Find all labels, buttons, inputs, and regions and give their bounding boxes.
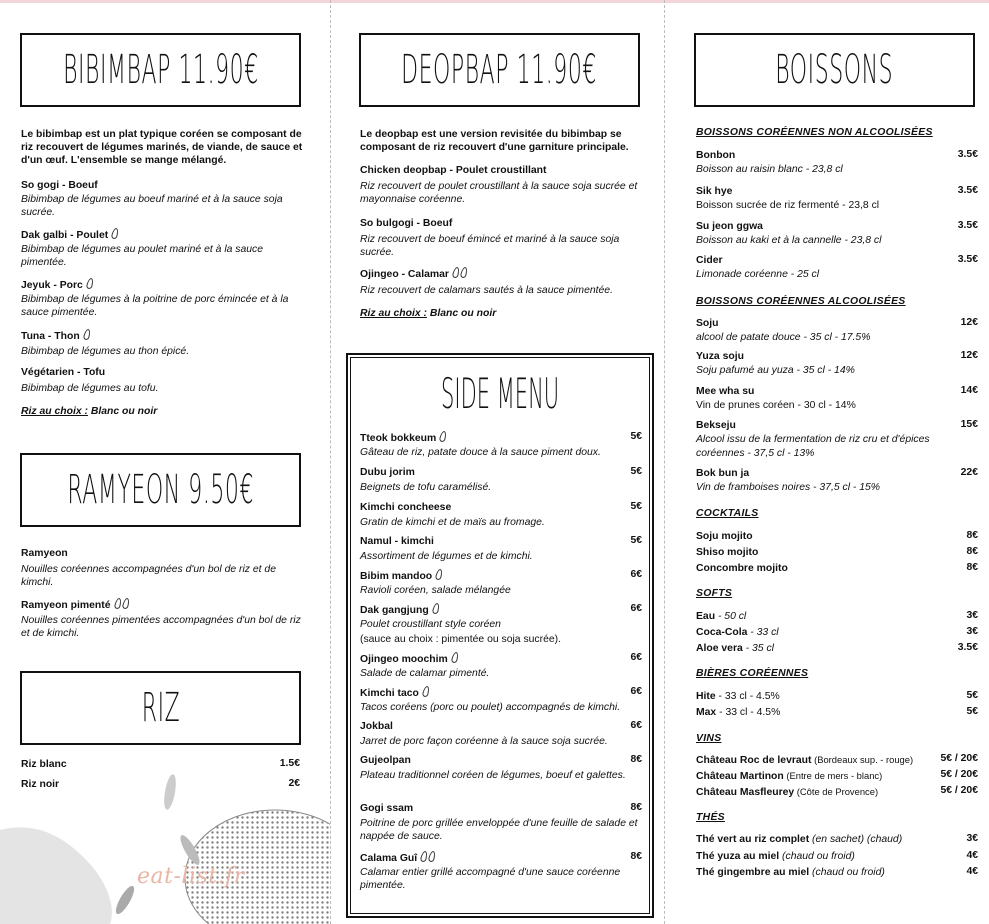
drink-price: 3.5€ [957, 220, 978, 231]
menu-item-desc: Bibimbap de légumes au boeuf mariné et à la sauce soja sucrée. [21, 194, 283, 218]
rice-choice-note: Riz au choix : Blanc ou noir [360, 308, 497, 319]
menu-item-name: Kimchi concheese [360, 502, 452, 513]
riz-title: RIZ [141, 685, 180, 731]
section-heading: BOISSONS CORÉENNES NON ALCOOLISÉES [696, 127, 933, 138]
drink-desc: Boisson au kaki et à la cannelle - 23,8 cl [696, 235, 882, 246]
menu-item-desc: Poulet croustillant style coréen [360, 619, 501, 630]
drink-name: Yuza soju [696, 351, 744, 362]
menu-item-price: 6€ [630, 720, 642, 731]
menu-item-name: Tteok bokkeum [360, 431, 446, 445]
menu-item-price: 6€ [630, 569, 642, 580]
menu-item-price: 6€ [630, 652, 642, 663]
menu-item-price: 5€ [630, 431, 642, 442]
chili-pepper-icon [460, 266, 469, 278]
menu-item-name: Dak gangjung [360, 603, 439, 617]
chili-pepper-icon [420, 850, 429, 862]
menu-item-desc: Bibimbap de légumes au poulet mariné et à la sauce pimentée. [21, 244, 264, 268]
drink-name: Soju [696, 318, 719, 329]
menu-item-name: Dubu jorim [360, 467, 415, 478]
drink-price: 4€ [966, 866, 978, 877]
drink-price: 3€ [966, 833, 978, 844]
column-separator [330, 0, 331, 924]
menu-item-name: Kimchi taco [360, 686, 429, 700]
menu-item-price: 8€ [630, 754, 642, 765]
rice-choice-note: Riz au choix : Blanc ou noir [21, 406, 158, 417]
chili-pepper-icon [85, 277, 94, 289]
drink-price: 14€ [960, 385, 978, 396]
menu-item-name: Jokbal [360, 721, 393, 732]
chili-pepper-icon [111, 227, 120, 239]
drink-price: 15€ [960, 419, 978, 430]
drink-row: Thé gingembre au miel (chaud ou froid) [696, 867, 885, 878]
drink-desc: Boisson sucrée de riz fermenté - 23,8 cl [696, 200, 880, 211]
riz-title-box [20, 671, 301, 745]
menu-item-desc: Jarret de porc façon coréenne à la sauce soja sucrée. [360, 736, 608, 747]
bibimbap-title: BIBIMBAP 11.90€ [62, 47, 259, 93]
section-heading: BIÈRES CORÉENNES [696, 668, 809, 679]
menu-item-name: Bibim mandoo [360, 569, 442, 583]
rice-bowl-illustration [0, 760, 330, 924]
drink-row: Soju mojito [696, 531, 753, 542]
menu-item-price: 8€ [630, 802, 642, 813]
drink-row: Shiso mojito [696, 547, 759, 558]
side-menu-title: SIDE MENU [440, 368, 560, 418]
menu-item-name: Riz noir [21, 779, 60, 790]
drink-row: Eau - 50 cl [696, 611, 747, 622]
drink-name: Sik hye [696, 186, 733, 197]
menu-item-name: Riz blanc [21, 759, 67, 770]
chili-pepper-icon [113, 597, 122, 609]
menu-item-name: Namul - kimchi [360, 536, 434, 547]
drink-row: Coca-Cola - 33 cl [696, 627, 779, 638]
drink-name: Cider [696, 255, 723, 266]
menu-item-desc: Gâteau de riz, patate douce à la sauce piment doux. [360, 447, 601, 458]
menu-item-price: 2€ [288, 778, 300, 789]
menu-item-desc: Assortiment de légumes et de kimchi. [360, 551, 533, 562]
menu-item-name: Ojingeo - Calamar [360, 267, 467, 281]
deopbap-title: DEOPBAP 11.90€ [401, 47, 598, 93]
drink-desc: Alcool issu de la fermentation de riz cru et d'épices [696, 434, 930, 445]
menu-item-price: 1.5€ [279, 758, 300, 769]
drink-price: 12€ [960, 350, 978, 361]
drink-price: 5€ [966, 690, 978, 701]
menu-item-name: Chicken deopbap - Poulet croustillant [360, 165, 547, 176]
menu-item-desc: Ravioli coréen, salade mélangée [360, 585, 511, 596]
drink-price: 8€ [966, 530, 978, 541]
drink-price: 5€ / 20€ [940, 753, 978, 764]
drink-price: 8€ [966, 546, 978, 557]
chili-pepper-icon [452, 266, 461, 278]
boissons-title: BOISSONS [775, 47, 894, 93]
bibimbap-intro: Le bibimbap est un plat typique coréen se composant de riz recouvert de légumes marinés, de viande, de sauce et d'un œuf. L'ensemble se mange mélangé. [21, 129, 303, 166]
boissons-title-box [694, 33, 975, 107]
menu-item-desc: Riz recouvert de boeuf émincé et mariné à la sauce soja sucrée. [360, 234, 620, 258]
menu-item-name: Gogi ssam [360, 803, 414, 814]
section-heading: COCKTAILS [696, 508, 759, 519]
menu-item-desc: Bibimbap de légumes au thon épicé. [21, 346, 190, 357]
drink-price: 5€ / 20€ [940, 769, 978, 780]
menu-item-desc: Beignets de tofu caramélisé. [360, 482, 492, 493]
menu-item-name: Ramyeon [21, 548, 68, 559]
menu-item-price: 5€ [630, 466, 642, 477]
drink-row: Château Roc de levraut (Bordeaux sup. - rouge) [696, 754, 914, 766]
menu-item-name: So gogi - Boeuf [21, 180, 98, 191]
drink-row: Château Martinon (Entre de mers - blanc) [696, 770, 883, 782]
drink-price: 4€ [966, 850, 978, 861]
menu-item-desc: Riz recouvert de poulet croustillant à la sauce soja sucrée et mayonnaise coréenne. [360, 181, 638, 205]
drink-desc: Limonade coréenne - 25 cl [696, 269, 820, 280]
menu-item-price: 8€ [630, 851, 642, 862]
menu-item-name: Calama Guî [360, 851, 435, 865]
drink-desc: alcool de patate douce - 35 cl - 17.5% [696, 332, 871, 343]
menu-item-price: 5€ [630, 535, 642, 546]
drink-row: Max - 33 cl - 4.5% [696, 707, 781, 718]
drink-name: Bekseju [696, 420, 736, 431]
section-heading: SOFTS [696, 588, 733, 599]
section-heading: BOISSONS CORÉENNES ALCOOLISÉES [696, 296, 906, 307]
drink-row: Thé yuza au miel (chaud ou froid) [696, 851, 855, 862]
menu-item-desc: Salade de calamar pimenté. [360, 668, 490, 679]
drink-price: 8€ [966, 562, 978, 573]
drink-price: 12€ [960, 317, 978, 328]
menu-item-desc: Nouilles coréennes pimentées accompagnées d'un bol de riz et de kimchi. [21, 615, 301, 639]
section-heading: VINS [696, 733, 722, 744]
drink-desc: Vin de framboises noires - 37,5 cl - 15% [696, 482, 881, 493]
drink-desc: Soju pafumé au yuza - 35 cl - 14% [696, 365, 855, 376]
section-heading: THÉS [696, 812, 725, 823]
chili-pepper-icon [121, 597, 130, 609]
menu-item-name: Ramyeon pimenté [21, 598, 129, 612]
drink-name: Bok bun ja [696, 468, 750, 479]
menu-item-desc: Riz recouvert de calamars sautés à la sauce pimentée. [360, 285, 613, 296]
deopbap-intro: Le deopbap est une version revisitée du bibimbap se composant de riz recouvert d'une garniture principale. [360, 129, 629, 153]
deopbap-title-box [359, 33, 640, 107]
drink-row: Concombre mojito [696, 563, 788, 574]
drink-desc: Boisson au raisin blanc - 23,8 cl [696, 164, 843, 175]
menu-item-desc: Nouilles coréennes accompagnées d'un bol de riz et de kimchi. [21, 564, 276, 588]
drink-row: Hite - 33 cl - 4.5% [696, 691, 780, 702]
menu-item-name: Végétarien - Tofu [21, 367, 106, 378]
drink-price: 3.5€ [957, 185, 978, 196]
ramyeon-title-box [20, 453, 301, 527]
drink-price: 22€ [960, 467, 978, 478]
menu-item-name: Jeyuk - Porc [21, 278, 93, 292]
drink-name: Su jeon ggwa [696, 221, 763, 232]
menu-item-name: Dak galbi - Poulet [21, 228, 118, 242]
drink-price: 5€ / 20€ [940, 785, 978, 796]
menu-item-desc: Bibimbap de légumes au tofu. [21, 383, 159, 394]
drink-name: Bonbon [696, 150, 736, 161]
side-menu-title-wrap [350, 362, 650, 424]
menu-item-name: Tuna - Thon [21, 329, 90, 343]
menu-item-price: 6€ [630, 603, 642, 614]
drink-name: Mee wha su [696, 386, 755, 397]
menu-item-desc: Calamar entier grillé accompagné d'une sauce coréenne pimentée. [360, 867, 621, 891]
drink-price: 3.5€ [957, 149, 978, 160]
menu-item-name: Gujeolpan [360, 755, 411, 766]
menu-item-name: So bulgogi - Boeuf [360, 218, 453, 229]
menu-item-desc: Plateau traditionnel coréen de légumes, boeuf et galettes. [360, 770, 626, 781]
ramyeon-title: RAMYEON 9.50€ [67, 467, 254, 513]
drink-price: 3.5€ [957, 254, 978, 265]
menu-item-price: 5€ [630, 501, 642, 512]
top-accent-line [0, 0, 989, 3]
menu-item-desc: Gratin de kimchi et de maïs au fromage. [360, 517, 545, 528]
menu-item-desc: Tacos coréens (porc ou poulet) accompagnés de kimchi. [360, 702, 621, 713]
drink-price: 3€ [966, 610, 978, 621]
drink-row: Aloe vera - 35 cl [696, 643, 774, 654]
menu-item-name: Ojingeo moochim [360, 652, 458, 666]
drink-price: 3€ [966, 626, 978, 637]
menu-item-desc: Poitrine de porc grillée enveloppée d'une feuille de salade et nappée de sauce. [360, 818, 638, 842]
drink-desc: Vin de prunes coréen - 30 cl - 14% [696, 400, 856, 411]
watermark-text: eat-list.fr [137, 864, 245, 889]
chili-pepper-icon [82, 328, 91, 340]
drink-price: 5€ [966, 706, 978, 717]
drink-row: Château Masfleurey (Côte de Provence) [696, 786, 879, 798]
menu-item-price: 6€ [630, 686, 642, 697]
drink-desc: coréennes - 37,5 cl - 13% [696, 448, 815, 459]
drink-price: 3.5€ [957, 642, 978, 653]
bibimbap-title-box [20, 33, 301, 107]
drink-row: Thé vert au riz complet (en sachet) (chaud) [696, 834, 903, 845]
menu-item-desc: Bibimbap de légumes à la poitrine de porc émincée et à la sauce pimentée. [21, 294, 289, 318]
column-separator [664, 0, 665, 924]
menu-item-desc: (sauce au choix : pimentée ou soja sucrée). [360, 634, 561, 645]
